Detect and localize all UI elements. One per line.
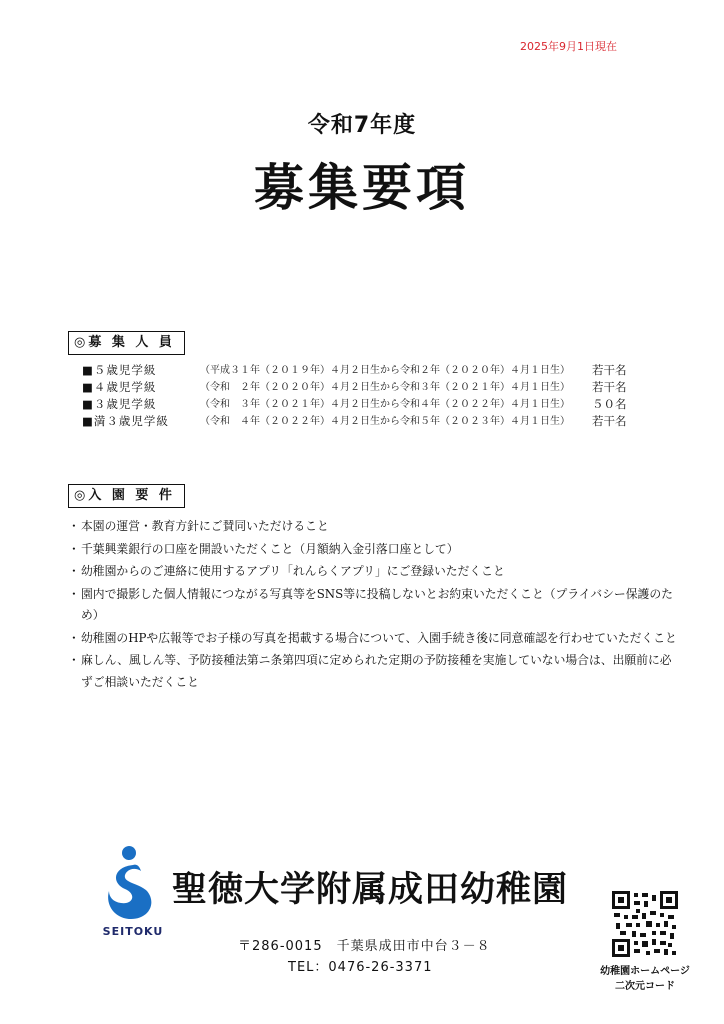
qr-code-icon[interactable]: [612, 891, 678, 957]
birth-period: （令和 ２年（２０２０年）４月２日生から令和３年（２０２１年）４月１日生）: [200, 382, 570, 393]
list-item: [68, 539, 678, 561]
class-name: ■満３歳児学級: [82, 414, 169, 428]
list-item: [68, 628, 678, 650]
capacity: 若干名: [592, 363, 627, 377]
class-name: ■５歳児学級: [82, 363, 157, 377]
requirement-text: 園内で撮影した個人情報につながる写真等をSNS等に投稿しないとお約束いただくこと（プライバシー保護のため）: [81, 586, 673, 622]
date-note: 2025年9月1日現在: [520, 40, 617, 53]
bullet: ・: [68, 630, 80, 645]
organization-name: 聖徳大学附属成田幼稚園: [172, 870, 569, 910]
seitoku-logo-icon: [103, 843, 163, 923]
year-title: 令和7年度: [307, 113, 417, 138]
requirement-text: 幼稚園からのご連絡に使用するアプリ「れんらくアプリ」にご登録いただくこと: [81, 564, 505, 578]
recruitment-row: [82, 413, 642, 430]
qr-caption-line-2: 二次元コード: [615, 981, 675, 992]
requirements-list: [68, 516, 678, 694]
requirement-text: 幼稚園のHPや広報等でお子様の写真を掲載する場合について、入園手続き後に同意確認を行わせていただくこと: [81, 630, 677, 645]
list-item: [68, 561, 678, 583]
telephone: TEL：0476-26-3371: [288, 960, 433, 975]
list-item: [68, 584, 678, 627]
list-item: [68, 516, 678, 538]
bullet: ・: [68, 586, 80, 601]
capacity: 若干名: [592, 380, 627, 394]
bullet: ・: [68, 653, 80, 667]
address: 〒286-0015 千葉県成田市中台３－８: [238, 939, 491, 954]
recruitment-row: [82, 362, 642, 379]
requirements-heading: ◎入 園 要 件: [68, 484, 185, 508]
qr-caption-line-1: 幼稚園ホームページ: [600, 966, 690, 977]
birth-period: （令和 ４年（２０２２年）４月２日生から令和５年（２０２３年）４月１日生）: [200, 416, 570, 427]
recruitment-heading: ◎募 集 人 員: [68, 331, 185, 355]
capacity: 若干名: [592, 414, 627, 428]
recruitment-row: [82, 379, 642, 396]
recruitment-row: [82, 396, 642, 413]
list-item: [68, 650, 678, 693]
qr-caption: [580, 964, 710, 994]
requirement-text: 千葉興業銀行の口座を開設いただくこと（月額納入金引落口座として）: [81, 541, 459, 556]
logo-text: SEITOKU: [102, 925, 164, 938]
page-title: 募集要項: [254, 159, 470, 217]
bullet: ・: [68, 541, 80, 556]
requirement-text: 麻しん、風しん等、予防接種法第ニ条第四項に定められた定期の予防接種を実施していない場合は、出願前に必ずご相談いただくこと: [81, 653, 672, 689]
class-name: ■４歳児学級: [82, 380, 157, 394]
requirement-text: 本園の運営・教育方針にご賛同いただけること: [81, 519, 329, 533]
bullet: ・: [68, 564, 80, 578]
capacity: ５０名: [592, 397, 627, 411]
birth-period: （令和 ３年（２０２１年）４月２日生から令和４年（２０２２年）４月１日生）: [200, 399, 570, 410]
bullet: ・: [68, 519, 80, 533]
recruitment-table: [82, 362, 642, 430]
class-name: ■３歳児学級: [82, 397, 157, 411]
birth-period: （平成３１年（２０１９年）４月２日生から令和２年（２０２０年）４月１日生）: [200, 365, 570, 376]
